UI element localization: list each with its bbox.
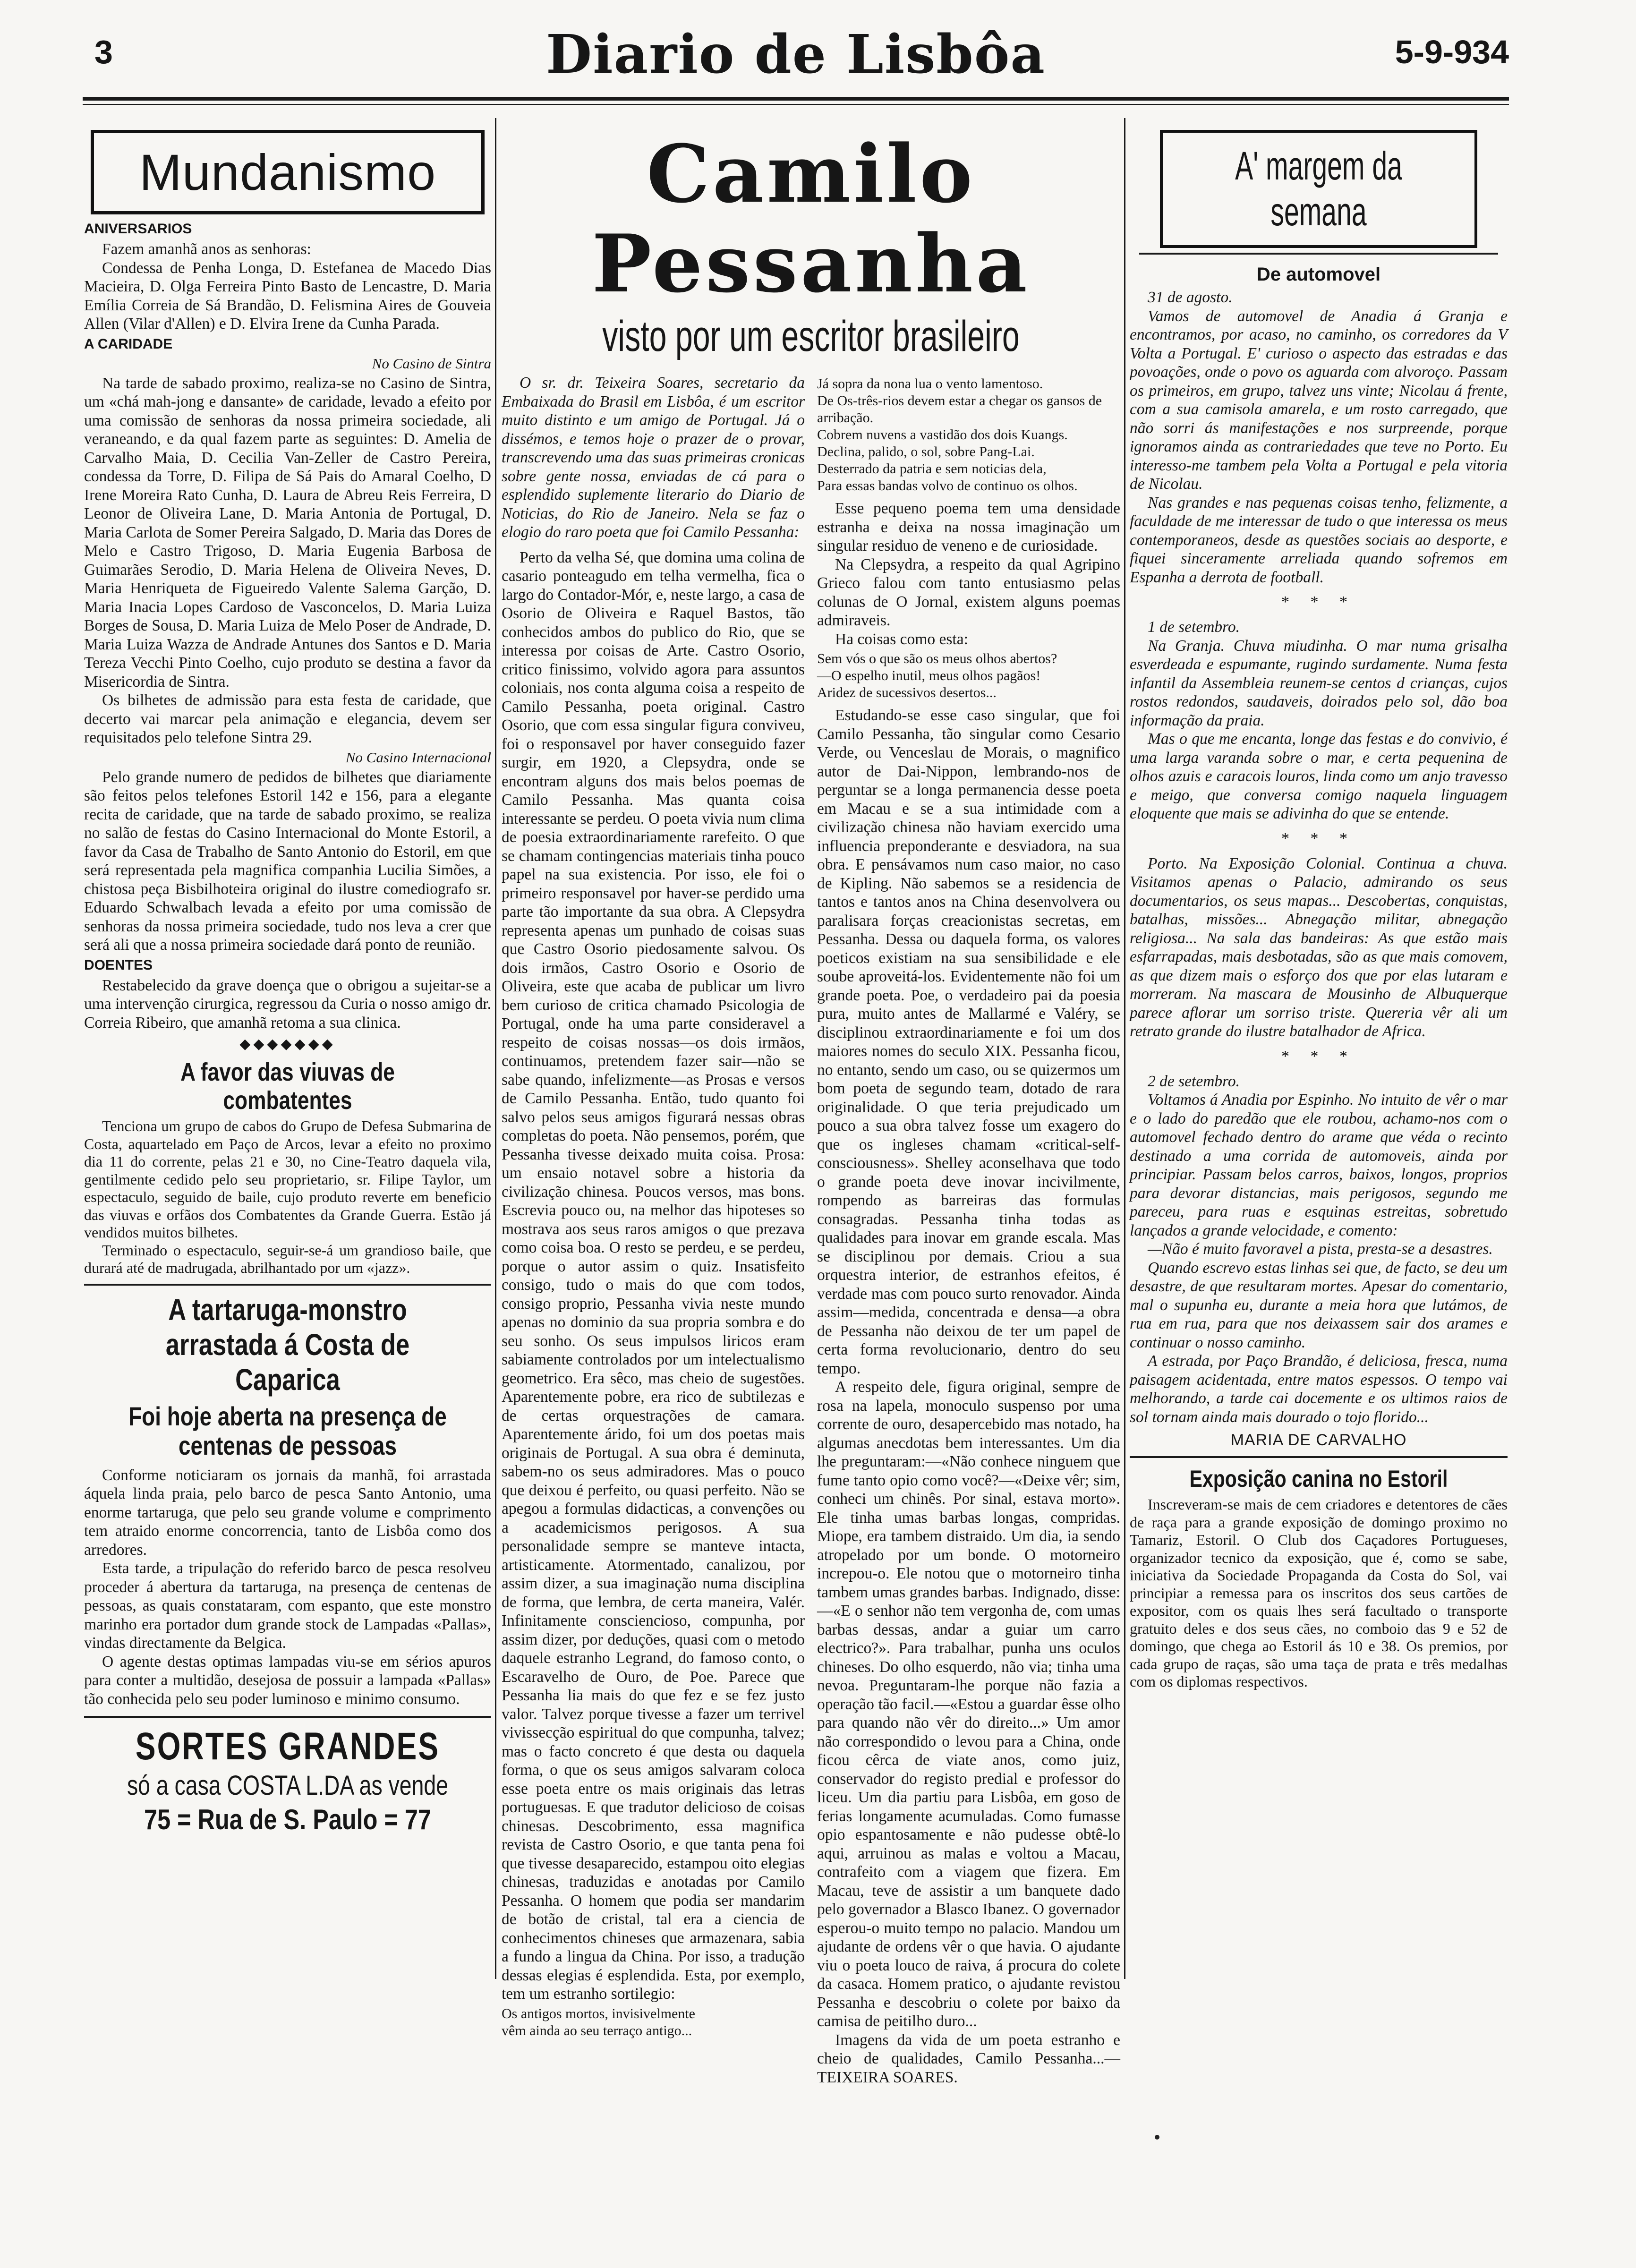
poem-clepsydra [817,650,1120,701]
article-paragraph: 2 de setembro. [1148,1072,1240,1090]
article-paragraph: Restabelecido da grave doença que o obrigou a sujeitar-se a uma intervenção cirurgica, regressou da Curia o nosso amigo dr. Correia Ribeiro, que amanhã retoma a sua clinica. [84,976,491,1032]
article-paragraph: Porto. Na Exposição Colonial. Continua a chuva. Visitamos apenas o Palacio, admirando os seus documentarios, os seus mapas... Descobertas, conquistas, batalhas, missões... Abnegação militar, abnegação religiosa... Na sala das bandeiras: As que estão mais esfarrapadas, mais desbotadas, são as que mais comovem, as que dizem mais o esforço dos que por elas lutaram e morreram. Na mascara de Mousinho de Albuquerque parece aflorar um sorriso triste. Quereria vêr ali um retrato grande do ilustre batalhador de Africa. [1130,854,1508,1040]
main-article-col-b [817,374,1120,2087]
poem-line: vêm ainda ao seu terraço antigo... [502,2022,692,2038]
article-paragraph: —Não é muito favoravel a pista, presta-se a desastres. [1148,1240,1493,1258]
advertisement [84,1716,491,1836]
venue-label: No Casino de Sintra [372,355,491,372]
ornament-divider: ◆◆◆◆◆◆◆ [239,1036,336,1052]
article-paragraph: Na Granja. Chuva miudinha. O mar numa grisalha esverdeada e espumante, rugindo surdamente. Numa festa infantil da Assembleia reunem-se centos d crianças, cujos rostos redondos, saudaveis, doirados pelo sol, dão boa informação da praia. [1130,637,1508,729]
masthead [83,19,1509,94]
main-headline: Camilo Pessanha [592,127,1030,310]
article-paragraph: Imagens da vida de um poeta estranho e cheio de qualidades, Camilo Pessanha...—TEIXEIRA SOARES. [817,2031,1120,2086]
section-header-mundanismo [91,130,485,214]
separator-stars: * * * [1281,829,1356,847]
poem-line: Aridez de sucessivos desertos... [817,685,997,700]
poem-line: —O espelho inutil, meus olhos pagãos! [817,668,1041,683]
article-intro: O sr. dr. Teixeira Soares, secretario da Embaixada do Brasil em Lisbôa, é um escritor muito distinto e um amigo de Portugal. Já o dissémos, e temos hoje o prazer de o provar, transcrevendo uma das suas primeiras cronicas sobre gente nossa, enviadas de cá para o esplendido suplemente literario do Diario de Noticias, do Rio de Janeiro. Nela se faz o elogio do raro poeta que foi Camilo Pessanha: [502,374,805,541]
article-paragraph: A respeito dele, figura original, sempre de rosa na lapela, monoculo suspenso por uma corrente de ouro, desapercebido mas notado, ha algumas anecdotas bem interessantes. Um dia lhe preguntaram:—«Não conhece ninguem que fume tanto opio como você?—«Deixe vêr; sim, conheci um chinês. Por sinal, estava morto». Ele tinha umas barbas longas, compridas. Miope, era tambem distraido. Um dia, ia sendo atropelado por um bonde. O motorneiro increpou-o. Ele notou que o motorneiro tinha tambem umas grandes barbas. Indignado, disse:—«E o senhor não tem vergonha de, com umas barbas dessas, andar a guiar um carro electrico?». Para trabalhar, punha uns oculos chineses. Do olho esquerdo, não via; tinha uma nevoa. Preguntaram-lhe porque não fazia a operação tão facil.—«Estou a guardar êsse olho para quando não vêr do direito...» Um amor não correspondido o levou para a China, onde ficou cêrca de viate anos, como juiz, conservador do registo predial e professor do liceu. Um dia partiu para Lisbôa, em goso de ferias longamente acumuladas. Como fumasse opio espantosamente e não pudesse obtê-lo aqui, arruinou as malas e voltou a Macau, contrafeito com a viagem que fizera. Em Macau, teve de assistir a um banquete dado pelo governador a Blasco Ibanez. O governador esperou-o muito tempo no palacio. Mandou um ajudante de ordens vêr o que havia. O ajudante viu o poeta louco de raiva, á procura do colete da casaca. Homem pratico, o ajudante revistou Pessanha e descobriu o colete por baixo da camisa de peitilho duro... [817,1378,1120,2030]
article-paragraph: Vamos de automovel de Anadia á Granja e encontramos, por acaso, no caminho, os corredores da V Volta a Portugal. E' curioso o aspecto das estradas e das povoações, onde o povo os aguarda com alvoroço. Passam os primeiros, em grupo, talvez uns vinte; Nicolau á frente, com a sua camisola amarela, e um rosto carregado, que não sorri ás manifestações e nos surpreende, porque ignoramos ainda as contrariedades que teve no Porto. Eu interesso-me tambem pela Volta a Portugal e pela vitoria de Nicolau. [1130,307,1508,493]
article-paragraph: Quando escrevo estas linhas sei que, de facto, se deu um desastre, de que resultaram mortes. Apesar do comentario, mal o supunha eu, durante a meia hora que lutámos, de rua em rua, para que nos deixassem sair dos arames e continuar o nosso caminho. [1130,1259,1508,1351]
article-paragraph: Inscreveram-se mais de cem criadores e detentores de cães de raça para a grande exposição de domingo proximo no Tamariz, Estoril. O Club dos Caçadores Portugueses, organizador tecnico da exposição, que é, como se sabe, iniciativa da Sociedade Propaganda da Costa do Sol, vai principiar a remessa para os inscritos dos seus cartões de expositor, com os quais lhes será facultado o transporte gratuito deles e dos seus cães, no comboio das 9 e 52 de domingo, que chega ao Estoril ás 10 e 38. Os premios, por cada grupo de raças, são uma taça de prata e três medalhas com os diplomas respectivos. [1130,1496,1508,1690]
article-paragraph: Voltamos á Anadia por Espinho. No intuito de vêr o mar e o lado do paredão que ele roubou, achamo-nos com o automovel fechado dentro do arame que véda o recinto destinado a uma corrida de automoveis, ainda por principiar. Passam belos carros, baixos, longos, proprios para devorar distancias, mais perigosos, segundo me pareceu, para ruas e esquinas estreitas, sobretudo lançados a grande velocidade, e comento: [1130,1091,1508,1239]
divider [1139,253,1498,255]
poem-line: Declina, palido, o sol, sobre Pang-Lai. [817,444,1035,460]
poem-elegy [817,375,1120,495]
article-paragraph: Terminado o espectaculo, seguir-se-á um grandioso baile, que durará até de madrugada, abrilhantado por um «jazz». [84,1241,491,1276]
poem-line: De Os-três-rios devem estar a chegar os gansos de arribação. [817,393,1102,426]
center-column [502,120,1120,2086]
divider [84,1716,491,1718]
ink-speck [1155,2135,1159,2140]
subsection-heading: ANIVERSARIOS [84,221,192,237]
poem-line: Os antigos mortos, invisivelmente [502,2005,695,2021]
article-paragraph: Pelo grande numero de pedidos de bilhetes que diariamente são feitos pelos telefones Estoril 142 e 156, para a elegante recita de caridade, que na tarde de sabado proximo, se realiza no salão de festas do Casino Internacional do Monte Estoril, a favor da Casa de Trabalho de Santo Antonio do Estoril, em que será representada pela magnifica companhia Lucilia Simões, a chistosa peça Bisbilhoteira original do ilustre comediografo sr. Eduardo Schwalbach levada a efeito por uma comissão de senhoras da nossa primeira sociedade, tudo nos leva a crer que será ali que a nossa primeira sociedade dará ponto de reunião. [84,768,491,954]
main-article-col-a [502,374,805,2087]
article-subtitle-tartaruga: Foi hoje aberta na presença de centenas de pessoas [128,1401,447,1460]
poem-line: Cobrem nuvens a vastidão dos dois Kuangs. [817,427,1068,443]
section-title: A' margem da semana [1235,144,1402,234]
separator-stars: * * * [1281,1047,1356,1065]
article-paragraph: 31 de agosto. [1148,289,1233,306]
article-paragraph: Mas o que me encanta, longe das festas e do convivio, é uma larga varanda sobre o mar, e certa pequenina de olhos azuis e caracois louros, linda como um anjo travesso e meigo, que conversa comigo naquela linguagem eloquente que mais se adivinha do que se entende. [1130,730,1508,822]
ad-address: 75 = Rua de S. Paulo = 77 [144,1804,431,1835]
article-paragraph: Na tarde de sabado proximo, realiza-se no Casino de Sintra, um «chá mah-jong e dansante» de caridade, levado a efeito por uma comissão de senhoras da nossa primeira sociedade, ali veraneando, e da qual fazem parte as seguintes: D. Amelia de Carvalho Maia, D. Cecilia Van-Zeller de Castro Pereira, condessa da Torre, D. Filipa de Sá Pais do Amaral Coelho, D Irene Moreira Rato Cunha, D. Laura de Abreu Reis Ferreira, D Leonor de Oliveira Lane, D. Maria Antonia de Portugal, D. Maria Carlota de Somer Pereira Salgado, D. Maria das Dores de Melo e Castro Trigoso, D. Maria Eugenia Barbosa de Guimarães Serodio, D. Maria Helena de Oliveira Neves, D. Maria Henriqueta de Figueiredo Valente Salema Garção, D. Maria Inacia Lopes Cardoso de Vasconcelos, D. Maria Luiza Borges de Sousa, D. Maria Luiza de Melo Poser de Andrade, D. Maria Luiza Wazza de Andrade Antunes dos Santos e D. Maria Tereza Vecchi Pinto Coelho, cujo produto se destina a favor da Misericordia de Sintra. [84,374,491,691]
automovel-content [1130,288,1508,1426]
venue-label: No Casino Internacional [345,749,491,766]
article-paragraph: 1 de setembro. [1148,618,1240,636]
divider [1130,1456,1508,1458]
poem-fragment [502,2005,805,2039]
article-paragraph: Fazem amanhã anos as senhoras: [102,240,311,258]
column-divider-left [495,118,496,1979]
left-column [84,120,491,1986]
section-title: Mundanismo [139,144,436,201]
main-subheadline: visto por um escritor brasileiro [602,312,1020,360]
divider [84,1284,491,1286]
poem-line: Já sopra da nona lua o vento lamentoso. [817,376,1043,392]
newspaper-title: Diario de Lisbôa [546,24,1046,85]
poem-line: Para essas bandas volvo de continuo os olhos. [817,478,1078,494]
article-paragraph: O agente destas optimas lampadas viu-se em sérios apuros para conter a multidão, desejosa de possuir a lampada «Pallas» tão conhecida pelo seu poder luminoso e minimo consumo. [84,1653,491,1708]
poem-line: Sem vós o que são os meus olhos abertos? [817,651,1057,666]
article-paragraph: Na Clepsydra, a respeito da qual Agripino Grieco falou com tanto entusiasmo pelas colunas de O Jornal, existem alguns poemas admiraveis. [817,555,1120,629]
masthead-rule-thin [83,104,1509,105]
article-paragraph: Conforme noticiaram os jornais da manhã, foi arrastada áquela linda praia, pelo barco de pesca Santo Antonio, uma enorme tartaruga, que pelo seu grande volume e comprimento tem atraido enorme concorrencia, tanto de Lisbôa como dos arredores. [84,1466,491,1559]
article-paragraph: Tenciona um grupo de cabos do Grupo de Defesa Submarina de Costa, aquartelado em Paço de Arcos, levar a efeito no proximo dia 11 do corrente, pelas 21 e 30, no Cine-Teatro daquela vila, gentilmente cedido pelo seu proprietario, sr. Filipe Taylor, um espectaculo, seguido de baile, cujo produto reverte em beneficio das viuvas e orfãos dos Combatentes da Grande Guerra. Estão já vendidos muitos bilhetes. [84,1117,491,1241]
article-paragraph: Condessa de Penha Longa, D. Estefanea de Macedo Dias Macieira, D. Olga Ferreira Pinto Basto de Lencastre, D. Maria Emília Correia de Sá Brandão, D. Felismina Aires de Gouveia Allen (Vilar d'Allen) e D. Elvira Irene da Cunha Parada. [84,259,491,333]
mundanismo-content [84,221,491,1032]
page-number: 3 [94,34,113,70]
article-title-exposicao: Exposição canina no Estoril [1189,1466,1448,1492]
article-paragraph: A estrada, por Paço Brandão, é deliciosa, fresca, numa paisagem acidentada, entre matos espessos. O tempo vai melhorando, a tarde cai docemente e os ultimos raios de sol tornam ainda mais dourado o tojo florido... [1130,1352,1508,1426]
article-paragraph: Perto da velha Sé, que domina uma colina de casario ponteagudo em telha vermelha, fica o largo do Contador-Mór, e, neste largo, a casa de Osorio de Oliveira e Raquel Bastos, tão conhecidos ambos do publico do Rio, que se interessa por coisas de Arte. Castro Osorio, critico finissimo, volvido agora para assuntos coloniais, nos conta alguma coisa a respeito de Camilo Pessanha, poeta original. Castro Osorio, que com essa singular figura conviveu, foi o responsavel por haver conseguido fazer surgir, em 1920, a Clepsydra, onde se encontram alguns dos mais belos poemas de Camilo Pessanha. Mas quanta coisa interessante se perdeu. O poeta vivia num clima de poesia extraordinariamente rarefeito. O que se chamam contingencias materiais tinha pouco papel na sua existencia. Por isso, ele foi o primeiro responsavel por haver-se perdido uma parte tão importante da sua obra. A Clepsydra representa apenas um punhado de coisas suas que Castro Osorio piedosamente salvou. Os dois irmãos, Castro Osorio e Osorio de Oliveira, este que acaba de publicar um livro bem curioso de critica chamado Psicologia de Portugal, onde ha uma parte consideravel a respeito de coisas nossas—os dois irmãos, continuamos, pretendem fazer sair—não se sabe quando, infelizmente—as Prosas e versos de Camilo Pessanha. Então, tudo quanto foi salvo pelos seus amigos figurará nessas obras completas do poeta. Não pensemos, porém, que Pessanha tivesse deixado muita coisa. Prosa: um ensaio notavel sobre a historia da civilização chinesa. Poucos versos, mas bons. Escrevia pouco ou, na melhor das hipoteses so mostrava aos seus raros amigos o que prezava como coisa boa. O resto se perdeu, e se perdeu, porque o autor assim o quiz. Insatisfeito consigo, tudo o mais do que com todos, consigo proprio, Pessanha vivia neste mundo apenas no dominio da sua propria sombra e do seu sonho. Os seus impulsos liricos eram sabiamente controlados por um intelectualismo geometrico. Era sêco, mas cheio de sugestões. Aparentemente pobre, era rico de subtilezas e de certas orquestrações de camara. Aparentemente árido, foi um dos poetas mais originais de Portugal. A sua obra é deminuta, sabem-no os seus admiradores. Mas o pouco que deixou é perfeito, ou quasi perfeito. Não se apegou a formulas didacticas, a convenções ou a academicismos perigosos. A sua personalidade sempre se manteve intacta, artisticamente. Atormentado, canalizou, por assim dizer, a sua imaginação numa disciplina de forma, que lembra, de certa maneira, Valér. Infinitamente consciencioso, compunha, por assim dizer, por deduções, quasi com o metodo daquele estranho Legrand, do famoso conto, o Escaravelho de Ouro, de Poe. Parece que Pessanha lia mais do que fez e se fez justo valor. Talvez porque tivesse a fazer um terrivel vivissecção espiritual do que compunha, talvez; mas o facto concreto é que desta ou daquela forma, o que os seus amigos salvaram coloca esse poeta entre os mais originais das letras portuguesas. E que tradutor delicioso de coisas chinesas. Descobrimento, essa magnifica revista de Castro Osorio, e que tanta pena foi que tivesse desaparecido, estampou oito elegias chinesas, traduzidas e anotadas por Camilo Pessanha. O homem que podia ser mandarim de botão de cristal, tal era a ciencia de conhecimentos chineses que armazenara, sabia a fundo a lingua da China. Por isso, a tradução dessas elegias é esplendida. Esta, por exemplo, tem um estranho sortilegio: [502,548,805,2003]
article-title-automovel: De automovel [1256,264,1381,285]
article-paragraph: Nas grandes e nas pequenas coisas tenho, felizmente, a faculdade de me interessar de tudo o que interessa os meus contemporaneos, desde as questões sociais ao desporte, e fiquei sinceramente arreliada quando sofremos em Espanha a derrota de football. [1130,494,1508,586]
article-title-viuvas: A favor das viuvas de combatentes [180,1058,395,1115]
ad-headline: SORTES GRANDES [135,1725,440,1768]
article-paragraph: Esta tarde, a tripulação do referido barco de pesca resolveu proceder á abertura da tartaruga, na presença de centenas de pessoas, as quais constataram, com espanto, que este monstro marinho era portador dum grande stock de Lampadas «Pallas», vindas directamente da Belgica. [84,1560,491,1652]
article-paragraph: Ha coisas como esta: [835,630,968,648]
article-paragraph: Estudando-se esse caso singular, que foi Camilo Pessanha, tão singular como Cesario Verde, ou Venceslau de Morais, o magnifico autor de Dai-Nippon, lembrando-nos de perguntar se a longa permanencia desse poeta em Macau e se a sua intimidade com a civilização chinesa não haviam exercido uma influencia preponderante e desviadora, na sua obra. E pensávamos num caso maior, no caso de Kipling. Não sabemos se a residencia de tantos e tantos anos na China desenvolvera ou paralisara forças creacionistas secretas, em Pessanha. Dessa ou daquela forma, os valores poeticos existiam na sua sensibilidade e ele soube aproveitá-los. Evidentemente não foi um grande poeta. Poe, o verdadeiro pai da poesia pura, muito antes de Mallarmé e Valéry, se disciplinou extraordinariamente e foi um dos maiores nomes do seculo XIX. Pessanha ficou, no entanto, sendo um caso, ou se quizermos um bom poeta de segundo team, dotado de rara originalidade. O que teria prejudicado um pouco a sua obra talvez fosse um exagero do que os ingleses chamam «critical-self-consciousness». Shelley aconselhava que todo o grande poeta deve inovar incivilmente, rompendo as barreiras das formulas consagradas. Pessanha tinha todas as qualidades para inovar em grande escala. Mas se disciplinou por demais. Criou a sua orquestra interior, de estranhos efeitos, é verdade mas com pouco surto renovador. Ainda assim—medida, concentrada e densa—a obra de Pessanha não deixou de ter um papel de certa forma revolucionario, dentro do seu tempo. [817,707,1120,1377]
column-divider-right [1124,118,1125,1979]
right-column [1130,120,1508,2038]
article-title-tartaruga: A tartaruga-monstro arrastada á Costa de Caparica [165,1292,410,1397]
subsection-heading: DOENTES [84,957,153,973]
main-article-body [502,374,1120,2087]
section-header-margem [1160,130,1477,248]
separator-stars: * * * [1281,593,1356,611]
subsection-heading: A CARIDADE [84,336,173,352]
ad-shop: só a casa COSTA L.DA as vende [127,1770,449,1801]
article-paragraph: Os bilhetes de admissão para esta festa de caridade, que decerto vai marcar pela animação e elegancia, devem ser requisitados pelo telefone Sintra 29. [84,691,491,746]
article-paragraph: Esse pequeno poema tem uma densidade estranha e deixa na nossa imaginação um singular residuo de veneno e de curiosidade. [817,500,1120,554]
issue-date: 5-9-934 [1395,34,1509,70]
article-author: MARIA DE CARVALHO [1230,1431,1407,1449]
poem-line: Desterrado da patria e sem noticias dela, [817,461,1047,477]
masthead-rule [83,97,1509,101]
